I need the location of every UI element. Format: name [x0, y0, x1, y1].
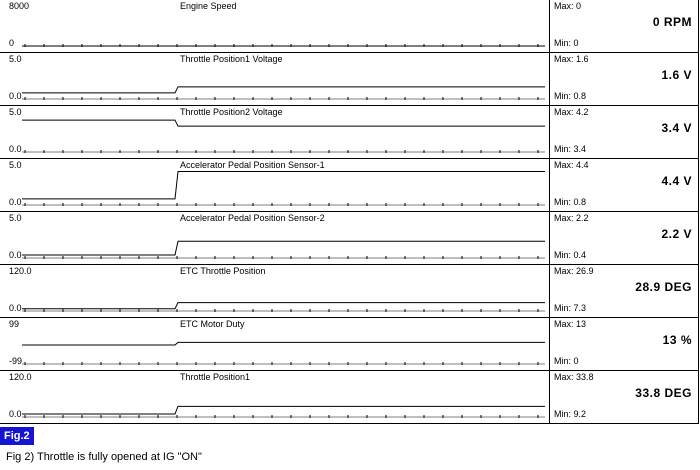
graph-plot-area [0, 159, 549, 211]
graph-panel [0, 265, 699, 318]
graph-panel [0, 106, 699, 159]
graph-panel [0, 0, 699, 53]
value-readout [550, 318, 699, 370]
y-axis-max-label: 120.0 [9, 372, 32, 382]
graph-title: Throttle Position2 Voltage [180, 107, 283, 117]
graph-panel [0, 159, 699, 212]
y-axis-min-label: 0.0 [9, 250, 22, 260]
y-axis-min-label: 0.0 [9, 144, 22, 154]
graph-title: Throttle Position1 [180, 372, 251, 382]
graph-title: Throttle Position1 Voltage [180, 54, 283, 64]
current-value: 33.8 DEG [635, 386, 692, 400]
graph-panel [0, 318, 699, 371]
current-value: 13 % [662, 333, 692, 347]
graph-plot-area [0, 53, 549, 105]
y-axis-min-label: 0.0 [9, 91, 22, 101]
y-axis-max-label: 99 [9, 319, 20, 329]
graph-canvas [0, 265, 549, 317]
y-axis-min-label: 0.0 [9, 409, 22, 419]
min-value: Min: 0.4 [554, 250, 587, 260]
graph-canvas [0, 318, 549, 370]
graph-plot-area [0, 371, 549, 423]
max-value: Max: 2.2 [554, 213, 589, 223]
min-value: Min: 0.8 [554, 197, 587, 207]
graph-canvas [0, 0, 549, 52]
value-readout [550, 212, 699, 264]
y-axis-min-label: -99 [9, 356, 23, 366]
value-readout [550, 106, 699, 158]
current-value: 28.9 DEG [635, 280, 692, 294]
graph-plot-area [0, 265, 549, 317]
y-axis-max-label: 5.0 [9, 107, 22, 117]
y-axis-min-label: 0 [9, 38, 15, 48]
value-readout [550, 159, 699, 211]
graph-title: ETC Motor Duty [180, 319, 245, 329]
min-value: Min: 7.3 [554, 303, 587, 313]
y-axis-max-label: 5.0 [9, 213, 22, 223]
graph-plot-area [0, 212, 549, 264]
figure-caption: Fig 2) Throttle is fully opened at IG "ON" [6, 451, 202, 463]
graph-panel [0, 212, 699, 265]
signal-trace [22, 406, 545, 414]
min-value: Min: 9.2 [554, 409, 587, 419]
current-value: 1.6 V [661, 68, 692, 82]
min-value: Min: 0 [554, 356, 579, 366]
signal-trace [22, 120, 545, 126]
max-value: Max: 1.6 [554, 54, 589, 64]
graph-panel [0, 371, 699, 424]
min-value: Min: 0 [554, 38, 579, 48]
current-value: 2.2 V [661, 227, 692, 241]
signal-trace [22, 172, 545, 199]
max-value: Max: 26.9 [554, 266, 594, 276]
signal-trace [22, 241, 545, 255]
value-readout [550, 0, 699, 52]
max-value: Max: 0 [554, 1, 582, 11]
y-axis-max-label: 5.0 [9, 160, 22, 170]
graph-right-border [698, 0, 699, 424]
graph-title: Accelerator Pedal Position Sensor-2 [180, 213, 325, 223]
max-value: Max: 4.4 [554, 160, 589, 170]
value-readout [550, 371, 699, 423]
y-axis-min-label: 0.0 [9, 197, 22, 207]
graph-canvas [0, 371, 549, 423]
value-readout [550, 265, 699, 317]
current-value: 4.4 V [661, 174, 692, 188]
graph-plot-area [0, 318, 549, 370]
y-axis-max-label: 5.0 [9, 54, 22, 64]
figure-label: Fig.2 [0, 427, 34, 445]
graph-plot-area [0, 106, 549, 158]
min-value: Min: 0.8 [554, 91, 587, 101]
signal-trace [22, 87, 545, 93]
max-value: Max: 13 [554, 319, 587, 329]
graph-plot-area [0, 0, 549, 52]
y-axis-max-label: 8000 [9, 1, 30, 11]
max-value: Max: 33.8 [554, 372, 594, 382]
y-axis-min-label: 0.0 [9, 303, 22, 313]
signal-trace [22, 342, 545, 345]
current-value: 0 RPM [652, 15, 692, 29]
y-axis-max-label: 120.0 [9, 266, 32, 276]
graph-title: Accelerator Pedal Position Sensor-1 [180, 160, 325, 170]
current-value: 3.4 V [661, 121, 692, 135]
graph-title: ETC Throttle Position [180, 266, 266, 276]
graph-title: Engine Speed [180, 1, 237, 11]
max-value: Max: 4.2 [554, 107, 589, 117]
value-readout [550, 53, 699, 105]
graph-panel [0, 53, 699, 106]
min-value: Min: 3.4 [554, 144, 587, 154]
signal-trace [22, 303, 545, 309]
